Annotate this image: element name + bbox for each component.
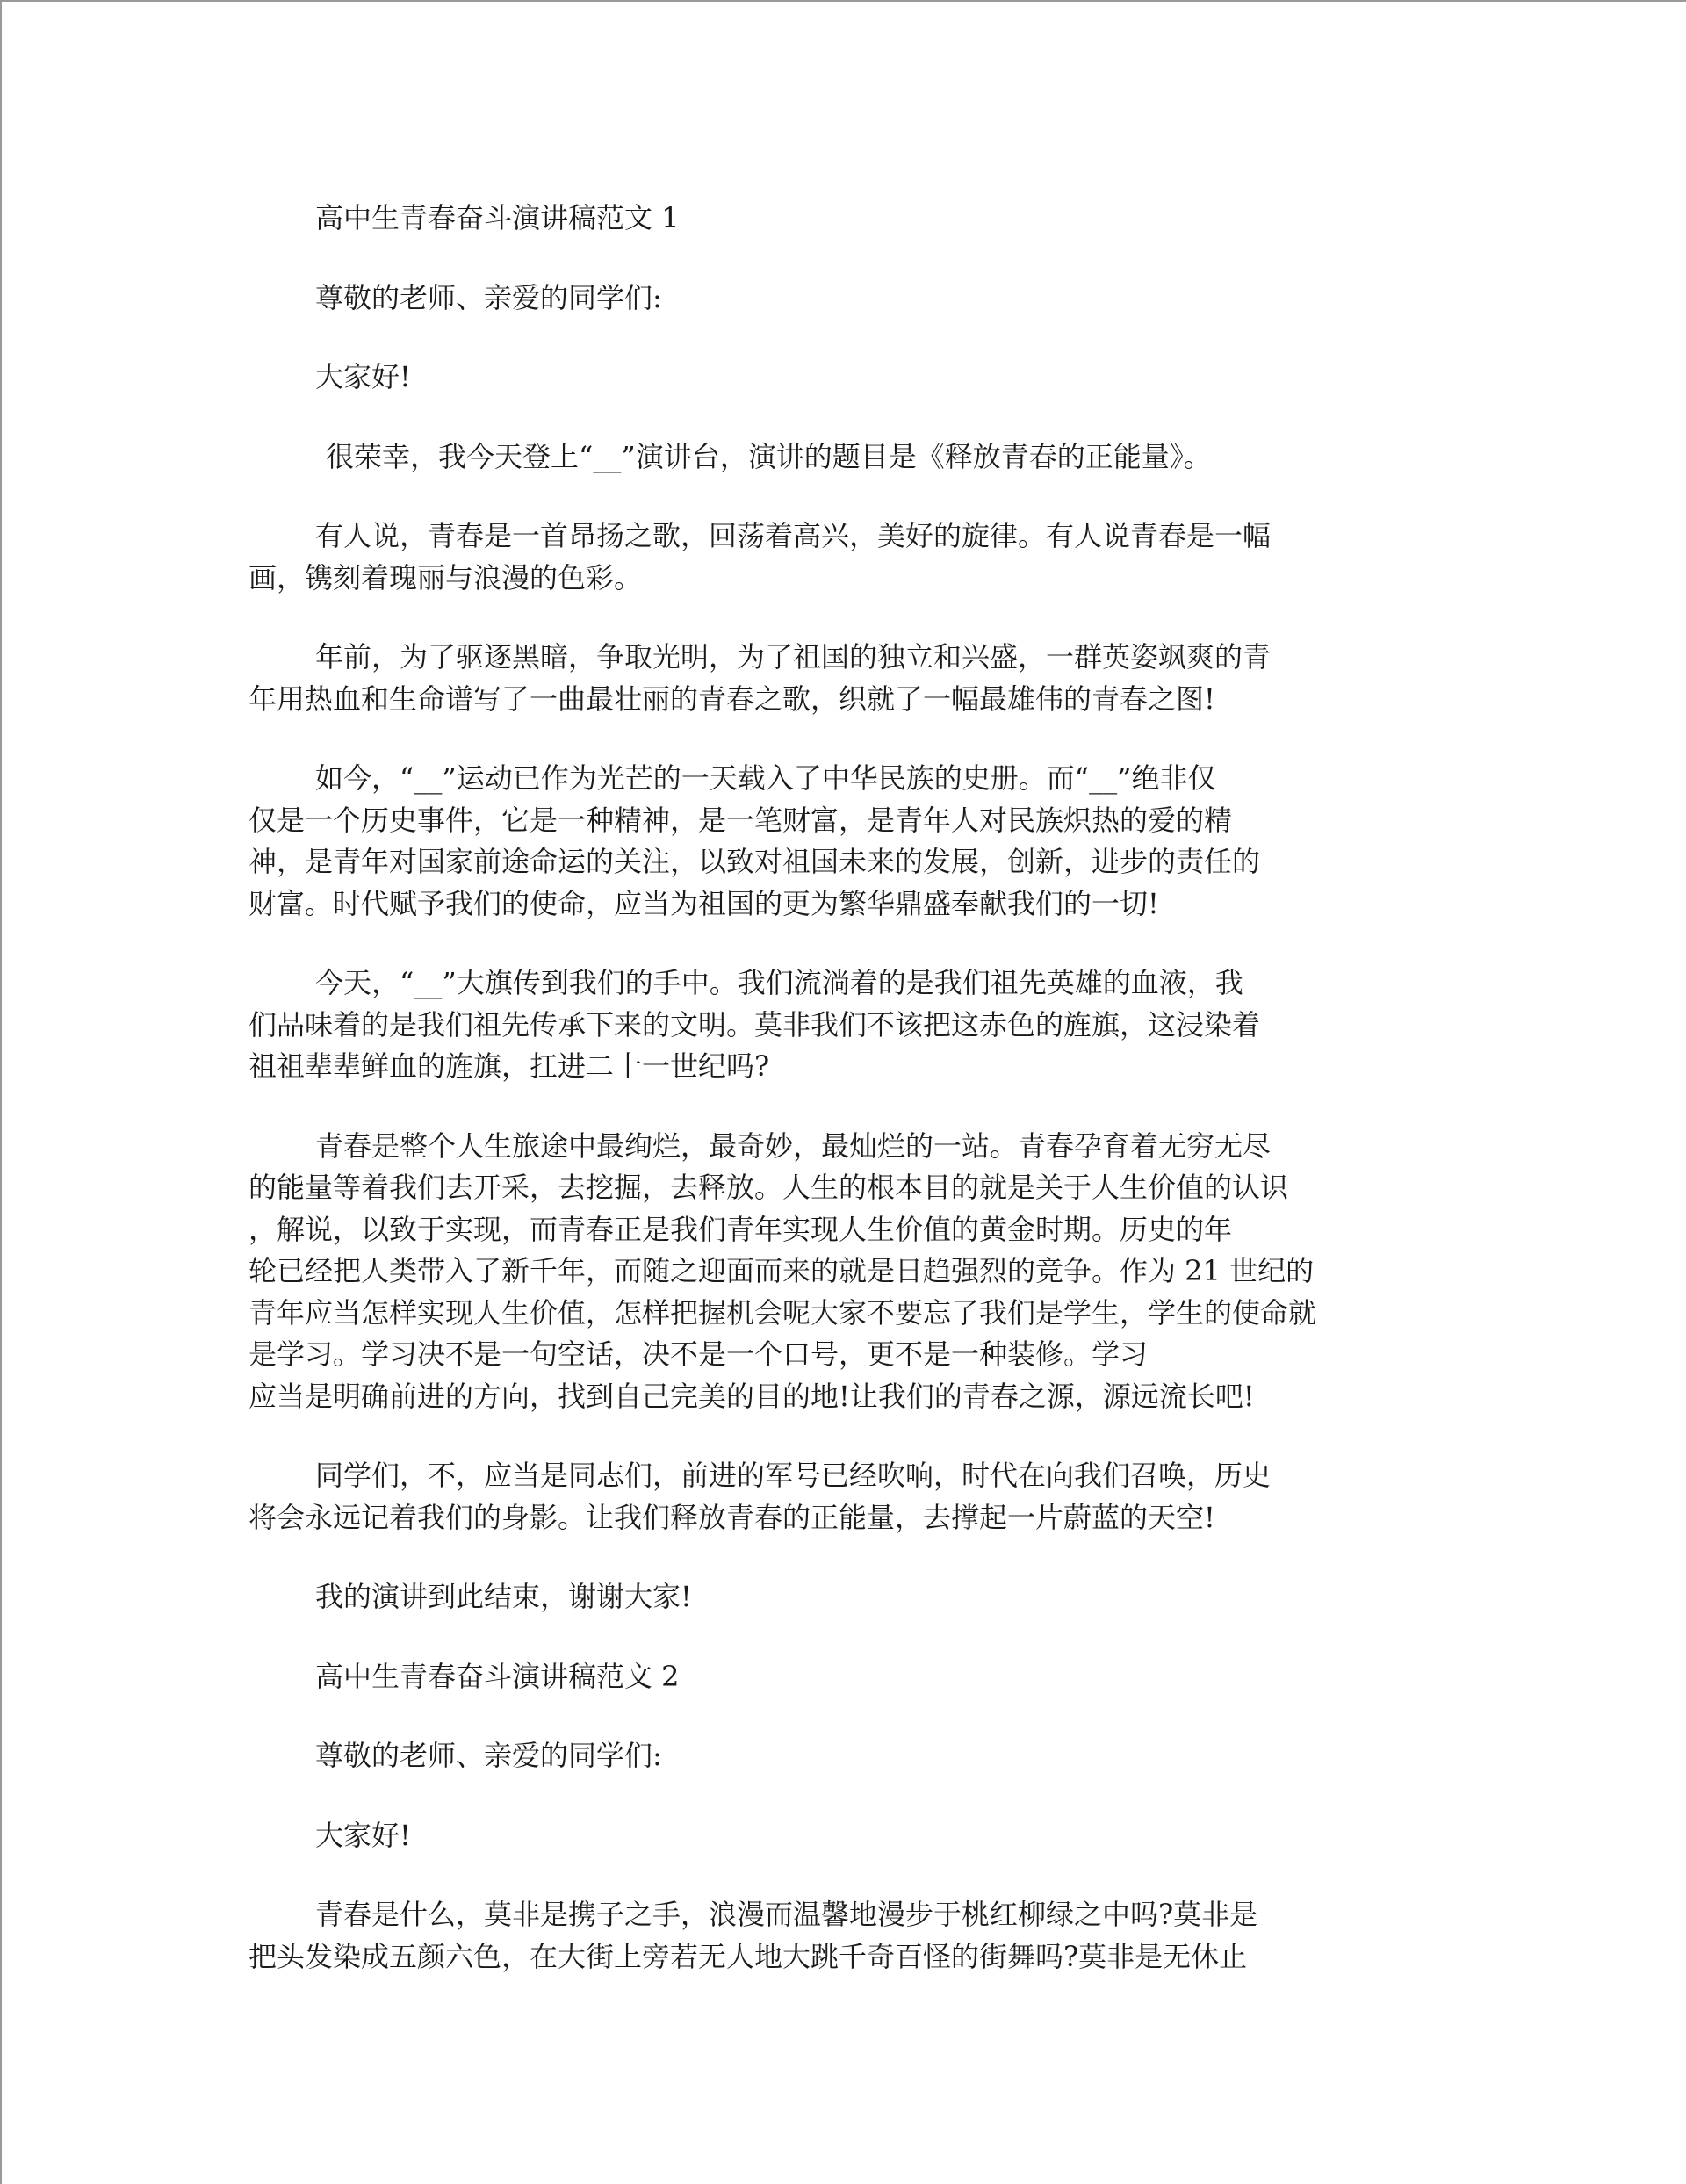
salutation-text: 尊敬的老师、亲爱的同学们: xyxy=(315,1739,662,1772)
paragraph-line: 祖祖辈辈鲜血的旌旗，扛进二十一世纪吗? xyxy=(249,1049,770,1083)
closing xyxy=(249,1576,1425,1618)
paragraph-line: 财富。时代赋予我们的使命，应当为祖国的更为繁华鼎盛奉献我们的一切! xyxy=(249,886,1159,920)
paragraph xyxy=(249,758,1425,925)
paragraph-line: 应当是明确前进的方向，找到自己完美的目的地!让我们的青春之源，源远流长吧! xyxy=(249,1379,1255,1413)
paragraph xyxy=(249,637,1425,720)
paragraph-line: 把头发染成五颜六色，在大街上旁若无人地大跳千奇百怪的街舞吗?莫非是无休止 xyxy=(249,1939,1248,1973)
greeting-text: 大家好! xyxy=(315,360,411,393)
paragraph xyxy=(249,515,1425,599)
greeting xyxy=(249,357,1425,399)
paragraph-line: 仅是一个历史事件，它是一种精神，是一笔财富，是青年人对民族炽热的爱的精 xyxy=(249,803,1233,837)
salutation xyxy=(249,1735,1425,1777)
title-text: 高中生青春奋斗演讲稿范文 2 xyxy=(315,1659,680,1693)
paragraph-line: 是学习。学习决不是一句空话，决不是一个口号，更不是一种装修。学习 xyxy=(249,1337,1149,1371)
greeting xyxy=(249,1815,1425,1857)
paragraph-line: 轮已经把人类带入了新千年，而随之迎面而来的就是日趋强烈的竞争。作为 21 世纪的 xyxy=(249,1254,1315,1287)
paragraph-line: 很荣幸，我今天登上“__”演讲台，演讲的题目是《释放青春的正能量》。 xyxy=(326,439,1212,473)
paragraph-line: 有人说，青春是一首昂扬之歌，回荡着高兴，美好的旋律。有人说青春是一幅 xyxy=(315,519,1272,552)
paragraph xyxy=(249,1894,1425,1978)
paragraph-line: 如今，“__”运动已作为光芒的一天载入了中华民族的史册。而“__”绝非仅 xyxy=(315,761,1216,795)
section-1-title xyxy=(249,198,1425,240)
paragraph xyxy=(249,1455,1425,1539)
paragraph xyxy=(249,1126,1425,1418)
section-2-title xyxy=(249,1656,1425,1698)
paragraph-line: 们品味着的是我们祖先传承下来的文明。莫非我们不该把这赤色的旌旗，这浸染着 xyxy=(249,1007,1261,1042)
paragraph xyxy=(249,962,1425,1088)
paragraph-line: 将会永远记着我们的身影。让我们释放青春的正能量，去撑起一片蔚蓝的天空! xyxy=(249,1500,1215,1534)
document-body xyxy=(249,198,1425,2015)
paragraph-line: 同学们，不，应当是同志们，前进的军号已经吹响，时代在向我们召唤，历史 xyxy=(315,1459,1272,1492)
paragraph-line: 神，是青年对国家前途命运的关注，以致对祖国未来的发展，创新，进步的责任的 xyxy=(249,845,1261,878)
paragraph-line: 的能量等着我们去开采，去挖掘，去释放。人生的根本目的就是关于人生价值的认识 xyxy=(249,1171,1289,1204)
greeting-text: 大家好! xyxy=(315,1818,411,1852)
paragraph-line: 年前，为了驱逐黑暗，争取光明，为了祖国的独立和兴盛，一群英姿飒爽的青 xyxy=(315,640,1272,674)
paragraph-line: 画，镌刻着瑰丽与浪漫的色彩。 xyxy=(249,560,643,595)
paragraph-line: 青年应当怎样实现人生价值，怎样把握机会呢大家不要忘了我们是学生，学生的使命就 xyxy=(249,1295,1317,1330)
paragraph-line: ，解说，以致于实现，而青春正是我们青年实现人生价值的黄金时期。历史的年 xyxy=(249,1212,1233,1246)
paragraph-line: 青春是什么，莫非是携子之手，浪漫而温馨地漫步于桃红柳绿之中吗?莫非是 xyxy=(315,1898,1258,1931)
salutation xyxy=(249,278,1425,320)
title-text: 高中生青春奋斗演讲稿范文 1 xyxy=(315,201,680,234)
paragraph-line: 年用热血和生命谱写了一曲最壮丽的青春之歌，织就了一幅最雄伟的青春之图! xyxy=(249,681,1215,716)
paragraph-line: 青春是整个人生旅途中最绚烂，最奇妙，最灿烂的一站。青春孕育着无穷无尽 xyxy=(315,1128,1272,1163)
paragraph xyxy=(249,436,1425,479)
closing-text: 我的演讲到此结束，谢谢大家! xyxy=(315,1580,692,1613)
paragraph-line: 今天，“__”大旗传到我们的手中。我们流淌着的是我们祖先英雄的血液，我 xyxy=(315,966,1243,999)
salutation-text: 尊敬的老师、亲爱的同学们: xyxy=(315,280,662,314)
